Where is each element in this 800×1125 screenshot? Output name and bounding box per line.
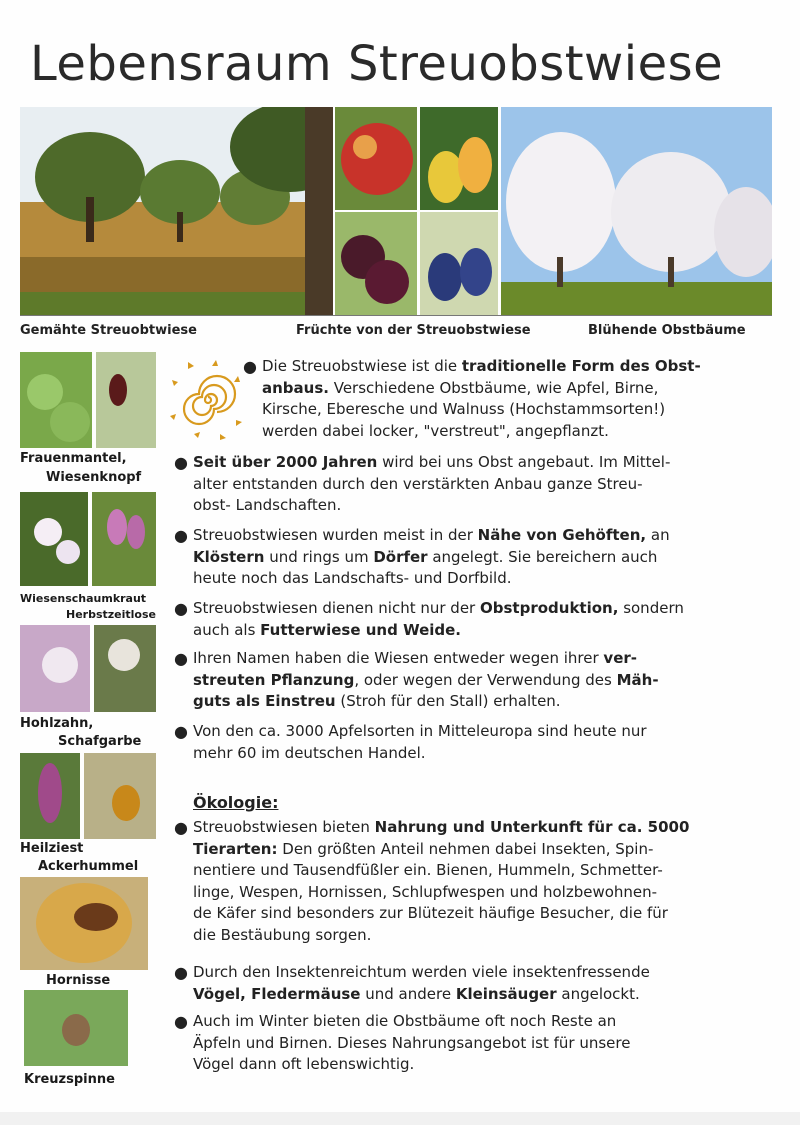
bullet-dot: ● [174, 818, 188, 837]
photo-mowed-meadow [20, 107, 333, 315]
label-wiesenknopf: Wiesenknopf [46, 470, 142, 485]
oeko-bullet-3: ● Auch im Winter bieten die Obstbäume oft noch Reste an Äpfeln und Birnen. Dieses Nahrungsangebot ist für unsere Vögel dann oft lebenswichtig. [174, 1012, 631, 1074]
thumb-wiesenschaumkraut [20, 492, 88, 586]
bullet-dot: ● [174, 599, 188, 618]
spiral-sun-icon [166, 358, 250, 442]
divider [20, 315, 772, 316]
bullet-dot: ● [174, 1012, 188, 1031]
photo-blue-plums [420, 212, 498, 315]
page-bottom-edge [0, 1112, 800, 1125]
label-schafgarbe: Schafgarbe [58, 734, 142, 749]
bullet-3: ● Streuobstwiesen wurden meist in der Nähe von Gehöften, an Klöstern und rings um Dörfer angelegt. Sie bereichern auch heute noch das Landschafts- und Dorfbild. [174, 526, 670, 588]
caption-blossoming: Blühende Obstbäume [588, 323, 746, 338]
page-title: Lebensraum Streuobstwiese [30, 36, 724, 92]
caption-fruits: Früchte von der Streuobstwiese [296, 323, 531, 338]
bullet-4: ● Streuobstwiesen dienen nicht nur der Obstproduktion, sondern auch als Futterwiese und Weide. [174, 599, 684, 639]
section-heading-oekologie: Ökologie: [193, 793, 279, 812]
photo-blossoming-trees [501, 107, 772, 315]
bullet-2: ● Seit über 2000 Jahren wird bei uns Obst angebaut. Im Mittel- alter entstanden durch den verstärkten Anbau ganze Streu- obst- Landschaften. [174, 453, 671, 515]
label-heilziest: Heilziest [20, 841, 84, 856]
label-frauenmantel: Frauenmantel, [20, 451, 127, 466]
bullet-dot: ● [174, 453, 188, 472]
photo-apple [335, 107, 417, 210]
thumb-herbstzeitlose [92, 492, 156, 586]
thumb-heilziest [20, 753, 80, 839]
bullet-dot: ● [243, 357, 257, 376]
thumb-hornisse [20, 877, 148, 970]
bullet-dot: ● [174, 963, 188, 982]
thumb-ackerhummel [84, 753, 156, 839]
label-hornisse: Hornisse [46, 973, 111, 988]
thumb-schafgarbe [94, 625, 156, 712]
thumb-wiesenknopf [96, 352, 156, 448]
oeko-bullet-1: ● Streuobstwiesen bieten Nahrung und Unterkunft für ca. 5000 Tierarten: Den größten Anteil nehmen dabei Insekten, Spin- nentiere und Tausendfüßler ein. Bienen, Hummeln, Schmetter- linge, Wespen, Hornissen, Schlupfwespen und holzbewohnen- de Käfer sind besonders zur Blütezeit häufige Besucher, die für die Bestäubung sorgen. [174, 818, 690, 944]
bullet-dot: ● [174, 649, 188, 668]
label-hohlzahn: Hohlzahn, [20, 716, 94, 731]
bullet-5: ● Ihren Namen haben die Wiesen entweder wegen ihrer ver- streuten Pflanzung, oder wegen der Verwendung des Mäh- guts als Einstreu (Stroh für den Stall) erhalten. [174, 649, 659, 711]
photo-plums [335, 212, 417, 315]
thumb-hohlzahn [20, 625, 90, 712]
label-wiesenschaumkraut: Wiesenschaumkraut [20, 592, 147, 605]
caption-mowed-meadow: Gemähte Streuobtwiese [20, 323, 197, 338]
label-herbstzeitlose: Herbstzeitlose [66, 608, 156, 621]
photo-pears [420, 107, 498, 210]
bullet-6: ● Von den ca. 3000 Apfelsorten in Mitteleuropa sind heute nur mehr 60 im deutschen Handel. [174, 722, 647, 762]
bullet-1: ● Die Streuobstwiese ist die traditionelle Form des Obst- anbaus. Verschiedene Obstbäume, wie Apfel, Birne, Kirsche, Eberesche und Walnuss (Hochstammsorten!) werden dabei locker, "verstreut", angepflanzt. [243, 357, 701, 440]
oeko-bullet-2: ● Durch den Insektenreichtum werden viele insektenfressende Vögel, Fledermäuse und andere Kleinsäuger angelockt. [174, 963, 650, 1003]
bullet-dot: ● [174, 722, 188, 741]
label-ackerhummel: Ackerhummel [38, 859, 139, 874]
bullet-dot: ● [174, 526, 188, 545]
thumb-frauenmantel [20, 352, 92, 448]
thumb-kreuzspinne [24, 990, 128, 1066]
label-kreuzspinne: Kreuzspinne [24, 1072, 115, 1087]
